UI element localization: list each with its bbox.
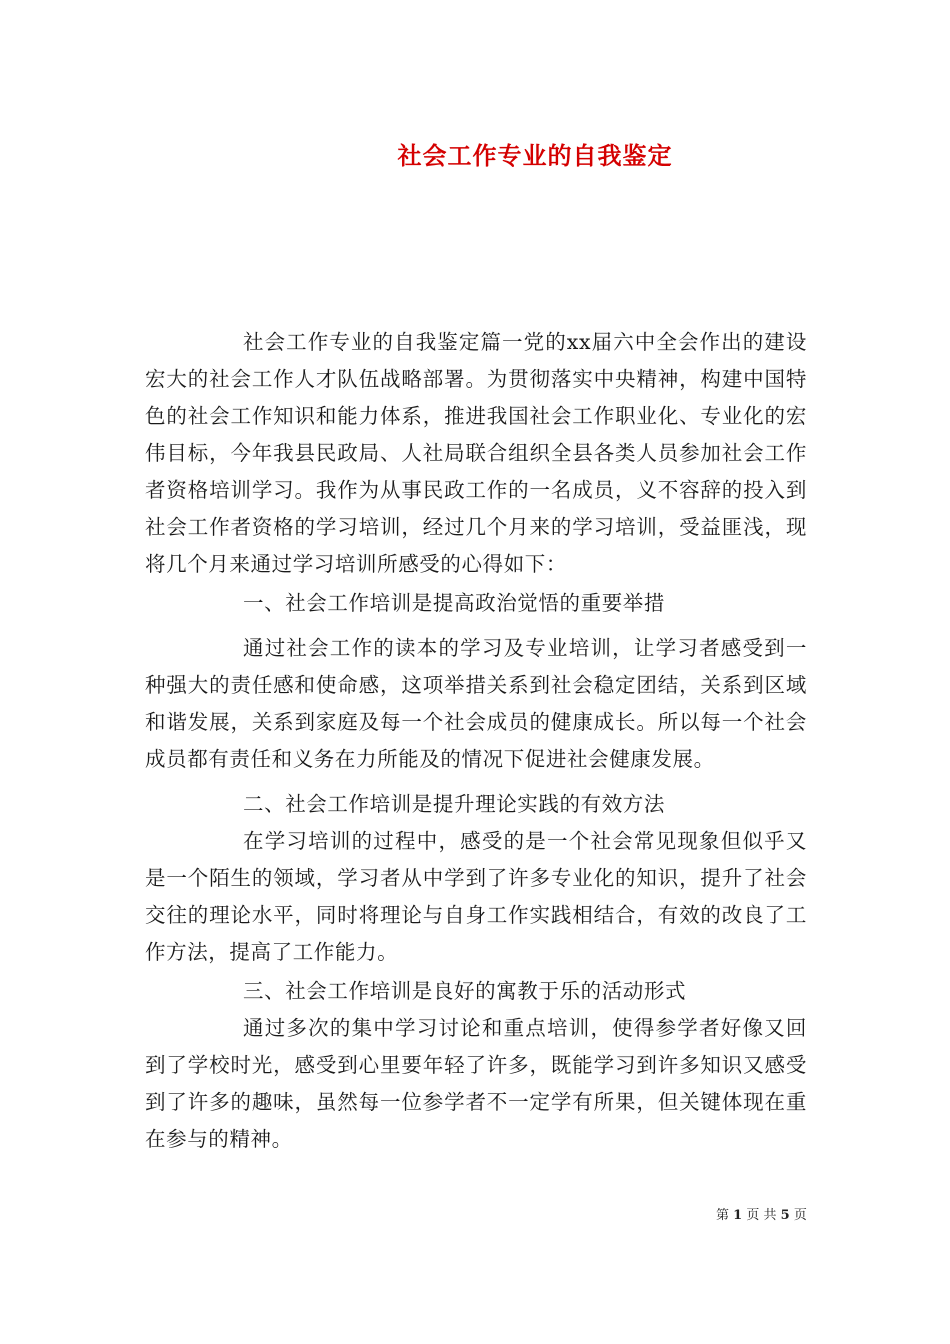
document-title: 社会工作专业的自我鉴定 [397, 141, 673, 170]
total-pages-number: 5 [780, 1208, 790, 1223]
section-heading-2: 二、社会工作培训是提升理论实践的有效方法 [243, 792, 665, 816]
section-paragraph-3: 通过多次的集中学习讨论和重点培训，使得参学者好像又回到了学校时光，感受到心里要年轻了许多，既能学习到许多知识又感受到了许多的趣味，虽然每一位参学者不一定学有所果，但关键体现在重在参与的精神。 [145, 1016, 807, 1151]
section-heading-3: 三、社会工作培训是良好的寓教于乐的活动形式 [243, 979, 687, 1003]
current-page-number: 1 [733, 1208, 743, 1223]
footer-middle: 页 共 [746, 1208, 777, 1223]
page-number-footer [716, 1204, 807, 1223]
intro-paragraph: 社会工作专业的自我鉴定篇一党的xx届六中全会作出的建设宏大的社会工作人才队伍战略部署。为贯彻落实中央精神，构建中国特色的社会工作知识和能力体系，推进我国社会工作职业化、专业化的宏伟目标，今年我县民政局、人社局联合组织全县各类人员参加社会工作者资格培训学习。我作为从事民政工作的一名成员，义不容辞的投入到社会工作者资格的学习培训，经过几个月来的学习培训，受益匪浅，现将几个月来通过学习培训所感受的心得如下： [145, 330, 807, 576]
section-paragraph-2: 在学习培训的过程中，感受的是一个社会常见现象但似乎又是一个陌生的领域，学习者从中学到了许多专业化的知识，提升了社会交往的理论水平，同时将理论与自身工作实践相结合，有效的改良了工作方法，提高了工作能力。 [145, 829, 807, 964]
section-heading-1: 一、社会工作培训是提高政治觉悟的重要举措 [243, 591, 665, 615]
footer-prefix: 第 [716, 1208, 730, 1223]
section-paragraph-1: 通过社会工作的读本的学习及专业培训，让学习者感受到一种强大的责任感和使命感，这项举措关系到社会稳定团结，关系到区域和谐发展，关系到家庭及每一个社会成员的健康成长。所以每一个社会成员都有责任和义务在力所能及的情况下促进社会健康发展。 [145, 636, 807, 771]
footer-suffix: 页 [793, 1208, 807, 1223]
document-body [145, 324, 807, 1158]
